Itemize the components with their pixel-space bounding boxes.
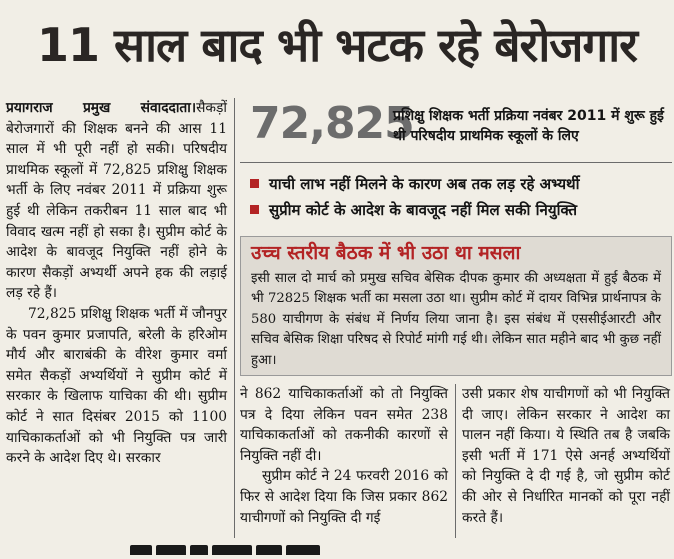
- right-column: [462, 384, 670, 528]
- middle-para-2: सुप्रीम कोर्ट ने 24 फरवरी 2016 को फिर से आदेश दिया कि जिस प्रकार 862 याचीगणों को नियुक्ति दी गई: [240, 468, 448, 526]
- bullet-text-2: सुप्रीम कोर्ट के आदेश के बावजूद नहीं मिल सकी नियुक्ति: [269, 201, 578, 219]
- left-column: [6, 98, 227, 469]
- bullet-square-icon: [250, 205, 259, 214]
- column-rule-left: [234, 98, 235, 538]
- bullet-text-1: याची लाभ नहीं मिलने के कारण अब तक लड़ रहे अभ्यर्थी: [269, 175, 580, 193]
- left-para-1: [6, 98, 227, 304]
- highlight-text: प्रशिक्षु शिक्षक भर्ती प्रक्रिया नवंबर 2011 में शुरू हुई थी परिषदीय प्राथमिक स्कूलों के लिए: [393, 108, 664, 144]
- highlight-divider: [240, 162, 672, 163]
- right-para-1: उसी प्रकार शेष याचीगणों को भी नियुक्ति दी जाए। लेकिन सरकार ने आदेश का पालन नहीं किया। ये स्थिति तब है जबकि इसी भर्ती में 171 ऐसे अनर्ह अभ्यर्थियों को नियुक्ति दे दी गई है, जो सुप्रीम कोर्ट की ओर से निर्धारित मानकों को पूरा नहीं करते हैं।: [462, 386, 670, 526]
- meeting-box: [240, 236, 672, 376]
- bullet-item-2: [250, 199, 577, 221]
- left-para-1-text: सैकड़ों बेरोजगारों की शिक्षक बनने की आस 11 साल में भी पूरी नहीं हो सकी। परिषदीय प्राथमिक स्कूलों में 72,825 प्रशिक्षु शिक्षक भर्ती के लिए नवंबर 2011 में प्रक्रिया शुरू हुई थी लेकिन तकरीबन 11 साल बाद भी विवाद खत्म नहीं हो सका है। सुप्रीम कोर्ट के आदेश के बावजूद नियुक्ति नहीं होने के कारण सैकड़ों अभ्यर्थी अपने हक की लड़ाई लड़ रहे हैं।: [6, 100, 227, 302]
- highlight-number: 72,825: [250, 98, 414, 149]
- box-body: इसी साल दो मार्च को प्रमुख सचिव बेसिक दीपक कुमार की अध्यक्षता में हुई बैठक में भी 72825 शिक्षक भर्ती का मसला उठा था। सुप्रीम कोर्ट में दायर विभिन्न प्रार्थनापत्र के 580 याचीगण के संबंध में निर्णय लिया जाना है। इस संबंध में एससीईआरटी और सचिव बेसिक शिक्षा परिषद से रिपोर्ट मांगी गई थी। लेकिन सात महीने बाद भी कुछ नहीं हुआ।: [251, 271, 661, 368]
- box-title: उच्च स्तरीय बैठक में भी उठा था मसला: [251, 242, 521, 264]
- middle-column: [240, 384, 448, 528]
- left-para-2: 72,825 प्रशिक्षु शिक्षक भर्ती में जौनपुर के पवन कुमार प्रजापति, बरेली के हरिओम मौर्य और बाराबंकी के वीरेश कुमार वर्मा समेत सैकड़ों अभ्यर्थियों ने सुप्रीम कोर्ट में सरकार के खिलाफ याचिका की थी। सुप्रीम कोर्ट ने सात दिसंबर 2015 को 1100 याचिकाकर्ताओं को भी नियुक्ति पत्र जारी करने के आदेश दिए थे। सरकार: [6, 305, 227, 467]
- next-headline-fragment: [130, 540, 450, 550]
- headline: 11 साल बाद भी भटक रहे बेरोजगार: [37, 18, 637, 72]
- bullet-square-icon: [250, 179, 259, 188]
- dateline: प्रयागराज प्रमुख संवाददाता।: [6, 100, 197, 116]
- column-rule-right: [455, 384, 456, 538]
- bullet-item-1: [250, 173, 580, 195]
- middle-para-1: ने 862 याचिकाकर्ताओं को तो नियुक्ति पत्र दे दिया लेकिन पवन समेत 238 याचिकाकर्ताओं को तकनीकी कारणों से नियुक्ति नहीं दी।: [240, 386, 448, 464]
